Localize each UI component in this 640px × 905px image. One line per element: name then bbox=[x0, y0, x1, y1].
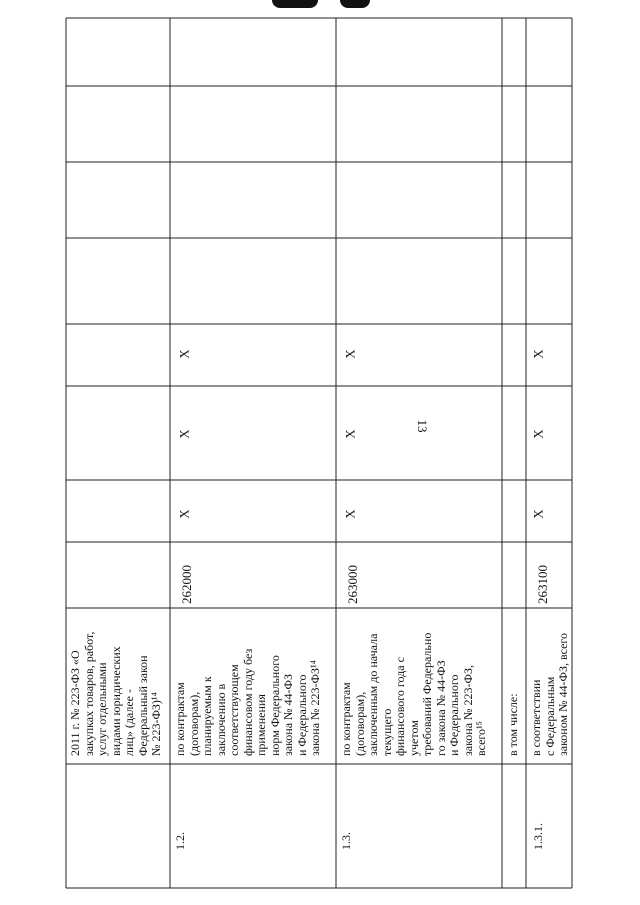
row-code: 263000 bbox=[345, 565, 360, 604]
row-text: по контрактам (договорам), планируемым к заключению в соответствующем финансовом году без применения норм Федерального закона № 44-ФЗ и Федерального закона № 223-ФЗ¹⁴ bbox=[173, 648, 322, 756]
cell-mark: X bbox=[176, 349, 192, 359]
cell-mark: X bbox=[342, 429, 358, 439]
row-number: 1.3. bbox=[339, 832, 353, 850]
row-text: 2011 г. № 223-ФЗ «О закупках товаров, работ, услуг отдельными видами юридических лиц» (далее - Федеральный закон № 223-ФЗ)¹⁴ bbox=[68, 631, 163, 756]
cell-mark: X bbox=[176, 509, 192, 519]
row-code: 263100 bbox=[535, 565, 550, 604]
cell-mark: X bbox=[176, 429, 192, 439]
cell-mark: X bbox=[342, 349, 358, 359]
cell-mark: X bbox=[530, 349, 546, 359]
page-number: 13 bbox=[415, 419, 430, 433]
row-number: 1.3.1. bbox=[531, 823, 545, 850]
row-code: 262000 bbox=[179, 565, 194, 604]
cell-mark: X bbox=[530, 429, 546, 439]
row-text: в том числе: bbox=[506, 693, 520, 756]
row-text: в соответствии с Федеральным законом № 44-ФЗ, всего bbox=[529, 632, 570, 756]
cell-mark: X bbox=[342, 509, 358, 519]
row-text: по контрактам (договорам), заключенным до начала текущего финансового года с учетом требований Федерально го закона № 44-ФЗ и Федерального закона № 223-ФЗ, всего¹⁵ bbox=[339, 632, 488, 756]
cell-mark: X bbox=[530, 509, 546, 519]
row-number: 1.2. bbox=[173, 832, 187, 850]
